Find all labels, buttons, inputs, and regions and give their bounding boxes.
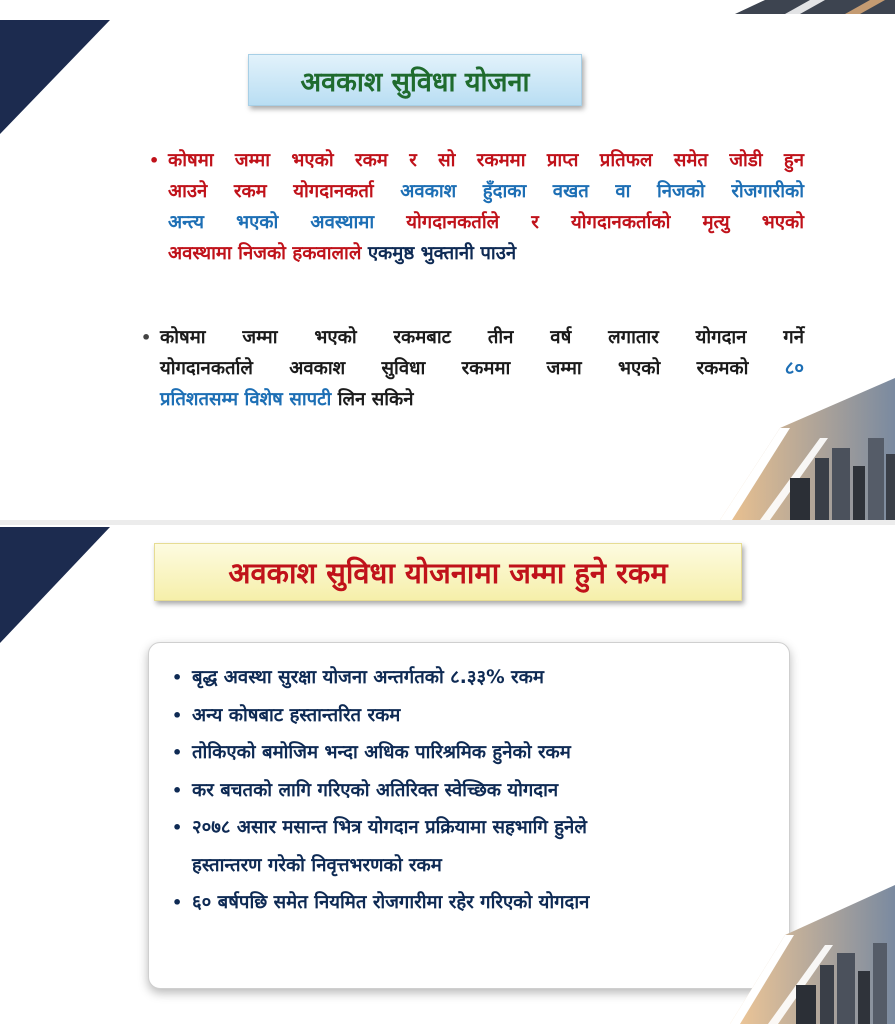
para1-line3-red: योगदानकर्ताले र योगदानकर्ताको मृत्यु भएको: [406, 212, 805, 233]
bullet-dot: •: [172, 893, 183, 912]
bullet-dot: •: [141, 328, 152, 347]
city-skyline-decoration: [720, 378, 895, 520]
para1-line2: [168, 176, 804, 207]
para2-line2: [160, 353, 804, 384]
para2-line3-dark: लिन सकिने: [337, 389, 414, 410]
city-skyline-decoration: [730, 885, 895, 1024]
sources-list-box: [148, 642, 790, 989]
slide-deposit-sources: [0, 525, 895, 1024]
para2-line1: कोषमा जम्मा भएको रकमबाट तीन वर्ष लगातार योगदान गर्ने: [160, 327, 804, 348]
list-item: [172, 697, 789, 735]
para2-line3: [160, 384, 804, 415]
navy-corner-decoration: [0, 525, 110, 645]
para1-line1: कोषमा जम्मा भएको रकम र सो रकममा प्राप्त प्रतिफल समेत जोडी हुन: [168, 150, 804, 171]
list-item-text: तोकिएको बमोजिम भन्दा अधिक पारिश्रमिक हुनेको रकम: [192, 742, 571, 763]
para1-line3: [168, 207, 804, 238]
sources-list: [149, 643, 789, 922]
list-item: [172, 659, 789, 697]
para1-line2-red: आउने रकम योगदानकर्ता: [168, 181, 401, 202]
navy-corner-decoration: [0, 14, 110, 134]
list-item-text: २०७८ असार मसान्त भित्र योगदान प्रक्रियामा सहभागि हुनेले: [192, 817, 587, 838]
previous-slide-edge: [0, 0, 895, 14]
list-item-text: कर बचतको लागि गरिएको अतिरिक्त स्वेच्छिक योगदान: [192, 779, 559, 801]
slide-title: अवकाश सुविधा योजनामा जम्मा हुने रकम: [154, 543, 742, 601]
para1-line4-navy: एकमुष्ठ भुक्तानी पाउने: [367, 243, 517, 264]
para1-line2-blue: अवकाश हुँदाका वखत वा निजको रोजगारीको: [400, 181, 804, 202]
paragraph-special-loan: [141, 322, 804, 415]
bullet-dot: •: [172, 705, 183, 725]
bullet-dot: •: [172, 780, 183, 800]
para2-line2-blue: ८०: [784, 358, 804, 379]
para2-line2-dark: योगदानकर्ताले अवकाश सुविधा रकममा जम्मा भएको रकमको: [160, 358, 785, 379]
list-item: [172, 884, 789, 922]
para1-line4: [168, 238, 804, 269]
paragraph-lump-sum: [149, 145, 805, 269]
list-item: [172, 809, 789, 884]
para1-line3-blue: अन्त्य भएको अवस्थामा: [168, 212, 407, 233]
city-photo-strip: [725, 0, 895, 14]
slide-title: अवकाश सुविधा योजना: [248, 54, 582, 106]
bullet-dot: •: [172, 743, 183, 762]
list-item-text: बृद्ध अवस्था सुरक्षा योजना अन्तर्गतको ८.३३% रकम: [192, 667, 544, 688]
list-item: [172, 772, 789, 810]
para2-line3-blue: प्रतिशतसम्म विशेष सापटी: [160, 389, 338, 410]
bullet-dot: •: [149, 151, 160, 170]
bullet-dot: •: [172, 818, 183, 837]
list-item: [172, 734, 789, 772]
slide-retirement-scheme: [0, 14, 895, 520]
para1-line4-red: अवस्थामा निजको हकवालाले: [168, 243, 368, 264]
list-item-text: अन्य कोषबाट हस्तान्तरित रकम: [192, 704, 401, 726]
list-item-text: ६० बर्षपछि समेत नियमित रोजगारीमा रहेर गरिएको योगदान: [192, 892, 590, 913]
bullet-dot: •: [172, 668, 183, 687]
list-item-continuation: हस्तान्तरण गरेको निवृत्तभरणको रकम: [192, 854, 442, 876]
